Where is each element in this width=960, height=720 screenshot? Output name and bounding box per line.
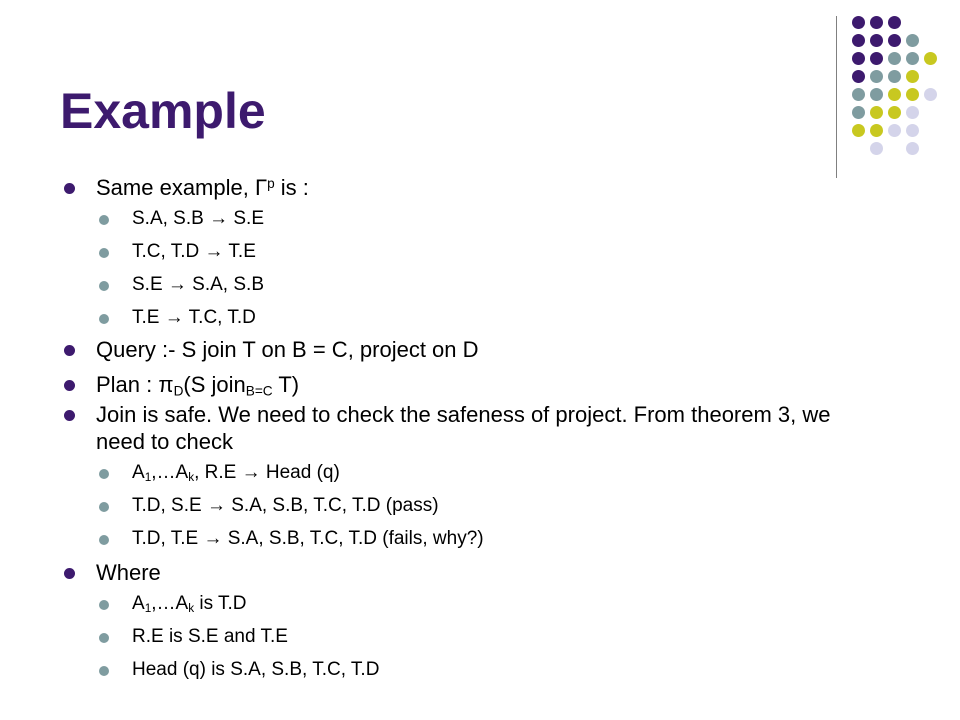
- check-item: $A_1,\dots A_k$, R.E → Head (q): [132, 461, 832, 485]
- decorative-dot: [870, 88, 883, 101]
- decorative-dot: [870, 52, 883, 65]
- decorative-dot: [852, 106, 865, 119]
- decorative-dot: [906, 106, 919, 119]
- where-item: R.E is S.E and T.E: [132, 625, 832, 649]
- decorative-dot: [906, 34, 919, 47]
- decorative-dot: [888, 70, 901, 83]
- decorative-dot: [906, 142, 919, 155]
- decorative-dot: [888, 106, 901, 119]
- rule-item: T.E → T.C, T.D: [132, 306, 832, 330]
- where-item: $A_1,\dots A_k$ is T.D: [132, 592, 832, 616]
- check-item: T.D, T.E → S.A, S.B, T.C, T.D (fails, why?): [132, 527, 832, 551]
- rule-item: T.C, T.D → T.E: [132, 240, 832, 264]
- decorative-dot: [870, 124, 883, 137]
- decorative-dot: [888, 16, 901, 29]
- where-item: Head (q) is S.A, S.B, T.C, T.D: [132, 658, 832, 682]
- decorative-dot: [888, 52, 901, 65]
- bullet-same-example: Same example, $\Gamma^p$ is :: [96, 174, 856, 201]
- bullet-plan: Plan : $\pi_D(S$ join$_{B=C}$ T): [96, 371, 856, 398]
- rule-item: S.E → S.A, S.B: [132, 273, 832, 297]
- decorative-dot: [870, 16, 883, 29]
- decorative-dot: [924, 52, 937, 65]
- decorative-dot: [852, 70, 865, 83]
- bullet-query: Query :- S join T on B = C, project on D: [96, 336, 856, 363]
- slide-title: Example: [60, 83, 266, 139]
- decorative-dot: [906, 52, 919, 65]
- decorative-dot: [870, 106, 883, 119]
- decorative-dot: [870, 142, 883, 155]
- decorative-dot: [888, 124, 901, 137]
- bullet-where: Where: [96, 559, 856, 586]
- decorative-dot: [906, 70, 919, 83]
- decorative-dot: [906, 88, 919, 101]
- check-item: T.D, S.E → S.A, S.B, T.C, T.D (pass): [132, 494, 832, 518]
- decorative-dot: [924, 88, 937, 101]
- decorative-dot: [852, 124, 865, 137]
- decorative-dot: [906, 124, 919, 137]
- decorative-dot: [888, 34, 901, 47]
- decorative-dot: [852, 34, 865, 47]
- rule-item: S.A, S.B → S.E: [132, 207, 832, 231]
- decorative-dot: [852, 16, 865, 29]
- bullet-join-safe: Join is safe. We need to check the safeness of project. From theorem 3, we need to check: [96, 401, 856, 455]
- decorative-dot-grid: [852, 16, 948, 156]
- decorative-dot: [870, 34, 883, 47]
- decorative-dot: [852, 52, 865, 65]
- decorative-dot: [852, 88, 865, 101]
- decorative-dot: [888, 88, 901, 101]
- divider-line: [836, 16, 837, 178]
- decorative-dot: [870, 70, 883, 83]
